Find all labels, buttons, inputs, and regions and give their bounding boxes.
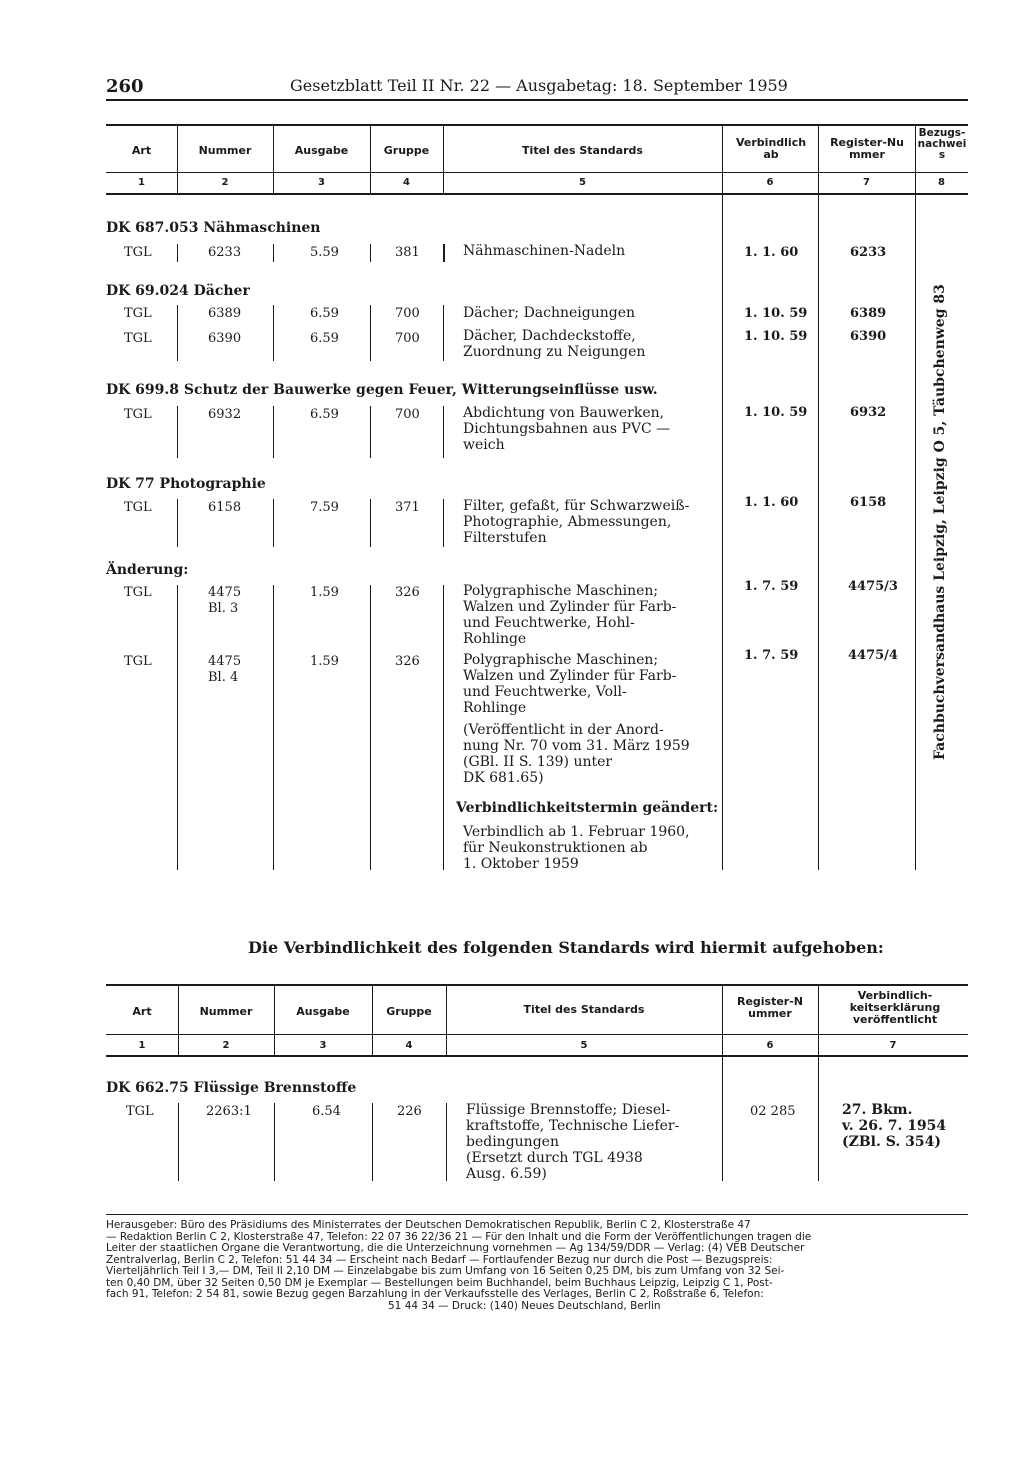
titel-line: Walzen und Zylinder für Farb- — [463, 668, 677, 684]
col-number: 2 — [222, 1040, 230, 1051]
table1-header-rule — [106, 172, 968, 173]
veroeffentlicht-line: 27. Bkm. — [842, 1102, 913, 1118]
cell-register: 6233 — [850, 245, 887, 260]
cell-art: TGL — [124, 245, 152, 260]
note-line: DK 681.65) — [463, 770, 544, 786]
cell-verbindlich: 1. 10. 59 — [744, 405, 808, 420]
note-line: für Neukonstruktionen ab — [463, 840, 648, 856]
cell-art: TGL — [124, 585, 152, 600]
row-separator — [370, 585, 371, 870]
supply-reference-text: Fachbuchversandhaus Leipzig, Leipzig O 5, Täubchenweg 83 — [932, 284, 948, 760]
imprint-line: ten 0,40 DM, über 32 Seiten 0,50 DM je Exemplar — Bestellungen beim Buchhandel, beim Buchhaus Leipzig, Leipzig C 1, Post- — [106, 1277, 773, 1289]
row-separator — [370, 305, 371, 361]
titel-line: Ausg. 6.59) — [466, 1166, 547, 1182]
row-separator — [372, 1103, 373, 1181]
cell-register: 4475/3 — [848, 579, 898, 594]
table2-top-rule — [106, 984, 968, 986]
cell-nummer-blatt: Bl. 3 — [208, 601, 239, 616]
note-line: nung Nr. 70 vom 31. März 1959 — [463, 738, 690, 754]
row-separator — [443, 585, 444, 870]
note-line: (Veröffentlicht in der Anord- — [463, 722, 664, 738]
section-heading: Änderung: — [106, 562, 189, 578]
cell-gruppe: 226 — [397, 1104, 422, 1119]
cell-nummer: 2263:1 — [206, 1104, 252, 1119]
row-separator — [370, 499, 371, 547]
cell-art: TGL — [126, 1104, 154, 1119]
cell-nummer-blatt: Bl. 4 — [208, 670, 239, 685]
cell-titel — [463, 498, 689, 546]
col-header-verbindlich: Verbindlich ab — [736, 136, 807, 161]
cell-register: 02 285 — [750, 1104, 796, 1119]
cell-gruppe: 700 — [395, 331, 420, 346]
cell-ausgabe: 1.59 — [310, 585, 339, 600]
row-separator — [443, 244, 445, 262]
titel-line: Dächer; Dachneigungen — [463, 305, 636, 321]
cell-nummer: 6158 — [208, 500, 242, 515]
col-separator — [818, 1057, 819, 1181]
section-heading: DK 69.024 Dächer — [106, 283, 250, 299]
imprint-line: Zentralverlag, Berlin C 2, Telefon: 51 44 34 — Erscheint nach Bedarf — Fortlaufender Bezug nur durch die Post — Bezugspreis: — [106, 1254, 773, 1266]
row-separator — [446, 1103, 447, 1181]
row-separator — [370, 244, 371, 262]
cell-ausgabe: 1.59 — [310, 654, 339, 669]
cell-gruppe: 381 — [395, 245, 420, 260]
cell-nummer: 6233 — [208, 245, 242, 260]
imprint-line: Herausgeber: Büro des Präsidiums des Ministerrates der Deutschen Demokratischen Republik, Berlin C 2, Klosterstraße 47 — [106, 1220, 751, 1231]
titel-line: Nähmaschinen-Nadeln — [463, 243, 626, 259]
cell-gruppe: 371 — [395, 500, 420, 515]
titel-line: bedingungen — [466, 1134, 559, 1150]
cell-nummer: 6932 — [208, 407, 242, 422]
header-rule — [106, 99, 968, 101]
titel-line: weich — [463, 437, 505, 453]
row-separator — [443, 499, 444, 547]
cell-gruppe: 326 — [395, 585, 420, 600]
col-header-ausgabe: Ausgabe — [296, 1005, 350, 1018]
page-header-title: Gesetzblatt Teil II Nr. 22 — Ausgabetag: 18. September 1959 — [290, 76, 788, 95]
section-heading: DK 662.75 Flüssige Brennstoffe — [106, 1080, 357, 1096]
col-number: 6 — [766, 177, 774, 188]
col-header-titel: Titel des Standards — [522, 144, 643, 157]
titel-line: Flüssige Brennstoffe; Diesel- — [466, 1102, 671, 1118]
cell-verbindlich: 1. 1. 60 — [744, 495, 799, 510]
cell-register: 6158 — [850, 495, 887, 510]
cell-titel — [463, 583, 676, 647]
titel-line: Rohlinge — [463, 700, 527, 716]
col-number: 5 — [580, 1040, 588, 1051]
cell-register: 6389 — [850, 306, 887, 321]
row-separator — [273, 406, 274, 458]
col-header-veroeffentlicht: Verbindlich-keitserklärung veröffentlicht — [849, 989, 941, 1026]
row-separator — [177, 406, 178, 458]
cell-nummer: 6390 — [208, 331, 242, 346]
row-separator — [273, 585, 274, 870]
titel-line: und Feuchtwerke, Hohl- — [463, 615, 635, 631]
cell-gruppe: 326 — [395, 654, 420, 669]
note-line: Verbindlich ab 1. Februar 1960, — [463, 824, 690, 840]
row-separator — [177, 585, 178, 870]
row-separator — [274, 1103, 275, 1181]
imprint-line: 51 44 34 — Druck: (140) Neues Deutschland, Berlin — [388, 1300, 661, 1312]
col-separator — [818, 195, 819, 870]
section-heading: DK 699.8 Schutz der Bauwerke gegen Feuer, Witterungseinflüsse usw. — [106, 382, 658, 398]
cell-verbindlich: 1. 1. 60 — [744, 245, 799, 260]
col-header-ausgabe: Ausgabe — [294, 144, 349, 157]
row-separator — [273, 244, 274, 262]
cell-ausgabe: 5.59 — [310, 245, 339, 260]
cell-register: 4475/4 — [848, 648, 898, 663]
titel-line: Dichtungsbahnen aus PVC — — [463, 421, 671, 437]
titel-line: Walzen und Zylinder für Farb- — [463, 599, 677, 615]
veroeffentlicht-line: v. 26. 7. 1954 — [842, 1118, 947, 1134]
cell-veroeffentlicht — [842, 1102, 946, 1150]
titel-line: Photographie, Abmessungen, — [463, 514, 672, 530]
titel-line: Dächer, Dachdeckstoffe, — [463, 328, 636, 344]
imprint-line: fach 91, Telefon: 2 54 81, sowie Bezug gegen Barzahlung in der Verkaufsstelle des Verlages, Berlin C 2, Roßstraße 6, Telefon: — [106, 1289, 764, 1300]
cell-art: TGL — [124, 331, 152, 346]
row-separator — [273, 305, 274, 361]
publication-note — [463, 722, 690, 786]
col-number: 5 — [579, 177, 586, 188]
col-separator — [915, 195, 916, 870]
col-header-register: Register-Nummer — [736, 995, 804, 1020]
col-number: 3 — [319, 1040, 327, 1051]
titel-line: (Ersetzt durch TGL 4938 — [466, 1150, 643, 1166]
cell-ausgabe: 6.59 — [310, 407, 339, 422]
col-header-bezug: Bezugs-nachweis — [917, 127, 967, 161]
col-number: 1 — [138, 1040, 146, 1051]
imprint — [106, 1220, 968, 1312]
deadline-changed-heading: Verbindlichkeitstermin geändert: — [456, 800, 719, 816]
col-number: 7 — [889, 1040, 897, 1051]
titel-line: Rohlinge — [463, 631, 527, 647]
cell-titel — [463, 652, 676, 716]
col-separator — [722, 195, 723, 870]
cell-gruppe: 700 — [395, 306, 420, 321]
titel-line: Filter, gefaßt, für Schwarzweiß- — [463, 498, 690, 514]
cell-ausgabe: 6.59 — [310, 331, 339, 346]
page-number: 260 — [106, 76, 144, 97]
table2-header-rule — [106, 1034, 968, 1035]
cell-ausgabe: 6.59 — [310, 306, 339, 321]
cell-nummer: 6389 — [208, 306, 242, 321]
col-number: 7 — [863, 177, 870, 188]
col-header-titel: Titel des Standards — [523, 1003, 645, 1016]
row-separator — [177, 499, 178, 547]
table2-number-rule — [106, 1055, 968, 1057]
col-header-art: Art — [132, 1005, 152, 1018]
col-number: 4 — [405, 1040, 413, 1051]
cell-titel — [463, 328, 645, 360]
row-separator — [273, 499, 274, 547]
cell-verbindlich: 1. 7. 59 — [744, 648, 799, 663]
imprint-line: Vierteljährlich Teil I 3,— DM, Teil II 2,10 DM — Einzelabgabe bis zum Umfang von 16 Seiten 0,25 DM, bis zum Umfang von 32 Sei- — [106, 1266, 785, 1277]
titel-line: Polygraphische Maschinen; — [463, 583, 659, 599]
titel-line: Polygraphische Maschinen; — [463, 652, 659, 668]
section-heading: DK 687.053 Nähmaschinen — [106, 220, 321, 236]
cell-verbindlich: 1. 10. 59 — [744, 306, 808, 321]
revocation-heading: Die Verbindlichkeit des folgenden Standards wird hiermit aufgehoben: — [248, 938, 884, 957]
row-separator — [443, 305, 444, 361]
row-separator — [443, 406, 444, 458]
col-number: 2 — [221, 177, 229, 188]
col-header-art: Art — [131, 144, 152, 157]
col-number: 6 — [766, 1040, 774, 1051]
col-header-gruppe: Gruppe — [386, 1005, 432, 1018]
cell-nummer: 4475 — [208, 654, 242, 669]
cell-ausgabe: 6.54 — [312, 1104, 341, 1119]
titel-line: kraftstoffe, Technische Liefer- — [466, 1118, 680, 1134]
cell-titel — [463, 243, 625, 259]
deadline-changed-note — [463, 824, 690, 872]
col-header-nummer: Nummer — [199, 1005, 253, 1018]
cell-titel — [463, 305, 635, 321]
row-separator — [177, 305, 178, 361]
cell-nummer: 4475 — [208, 585, 242, 600]
section-heading: DK 77 Photographie — [106, 476, 266, 492]
supply-reference — [932, 284, 956, 760]
cell-ausgabe: 7.59 — [310, 500, 339, 515]
titel-line: und Feuchtwerke, Voll- — [463, 684, 627, 700]
imprint-line: — Redaktion Berlin C 2, Klosterstraße 47, Telefon: 22 07 36 22/36 21 — Für den Inhalt und die Form der Veröffentlichungen tragen die — [106, 1231, 812, 1243]
cell-gruppe: 700 — [395, 407, 420, 422]
row-separator — [370, 406, 371, 458]
titel-line: Abdichtung von Bauwerken, — [463, 405, 665, 421]
col-header-gruppe: Gruppe — [383, 144, 430, 157]
titel-line: Filterstufen — [463, 530, 547, 546]
note-line: 1. Oktober 1959 — [463, 856, 579, 872]
col-separator — [722, 1057, 723, 1181]
cell-verbindlich: 1. 7. 59 — [744, 579, 799, 594]
cell-art: TGL — [124, 407, 152, 422]
table1-number-rule — [106, 193, 968, 195]
veroeffentlicht-line: (ZBl. S. 354) — [842, 1134, 941, 1150]
cell-verbindlich: 1. 10. 59 — [744, 329, 808, 344]
cell-titel — [466, 1102, 679, 1182]
col-header-nummer: Nummer — [198, 144, 252, 157]
col-header-register: Register-Nummer — [830, 136, 904, 161]
row-separator — [178, 1103, 179, 1181]
row-separator — [177, 244, 178, 262]
cell-art: TGL — [124, 500, 152, 515]
table1-top-rule — [106, 124, 968, 126]
cell-art: TGL — [124, 306, 152, 321]
col-number: 3 — [318, 177, 325, 188]
cell-art: TGL — [124, 654, 152, 669]
cell-register: 6932 — [850, 405, 887, 420]
col-number: 8 — [938, 177, 945, 188]
imprint-line: Leiter der staatlichen Organe die Verantwortung, die die Unterzeichnung vornehmen — Ag 134/59/DDR — Verlag: (4) VEB Deutscher — [106, 1243, 805, 1254]
cell-register: 6390 — [850, 329, 887, 344]
note-line: (GBl. II S. 139) unter — [463, 754, 613, 770]
cell-titel — [463, 405, 670, 453]
col-number: 1 — [138, 177, 145, 188]
titel-line: Zuordnung zu Neigungen — [463, 344, 646, 360]
footer-rule — [106, 1214, 968, 1215]
col-number: 4 — [403, 177, 410, 188]
